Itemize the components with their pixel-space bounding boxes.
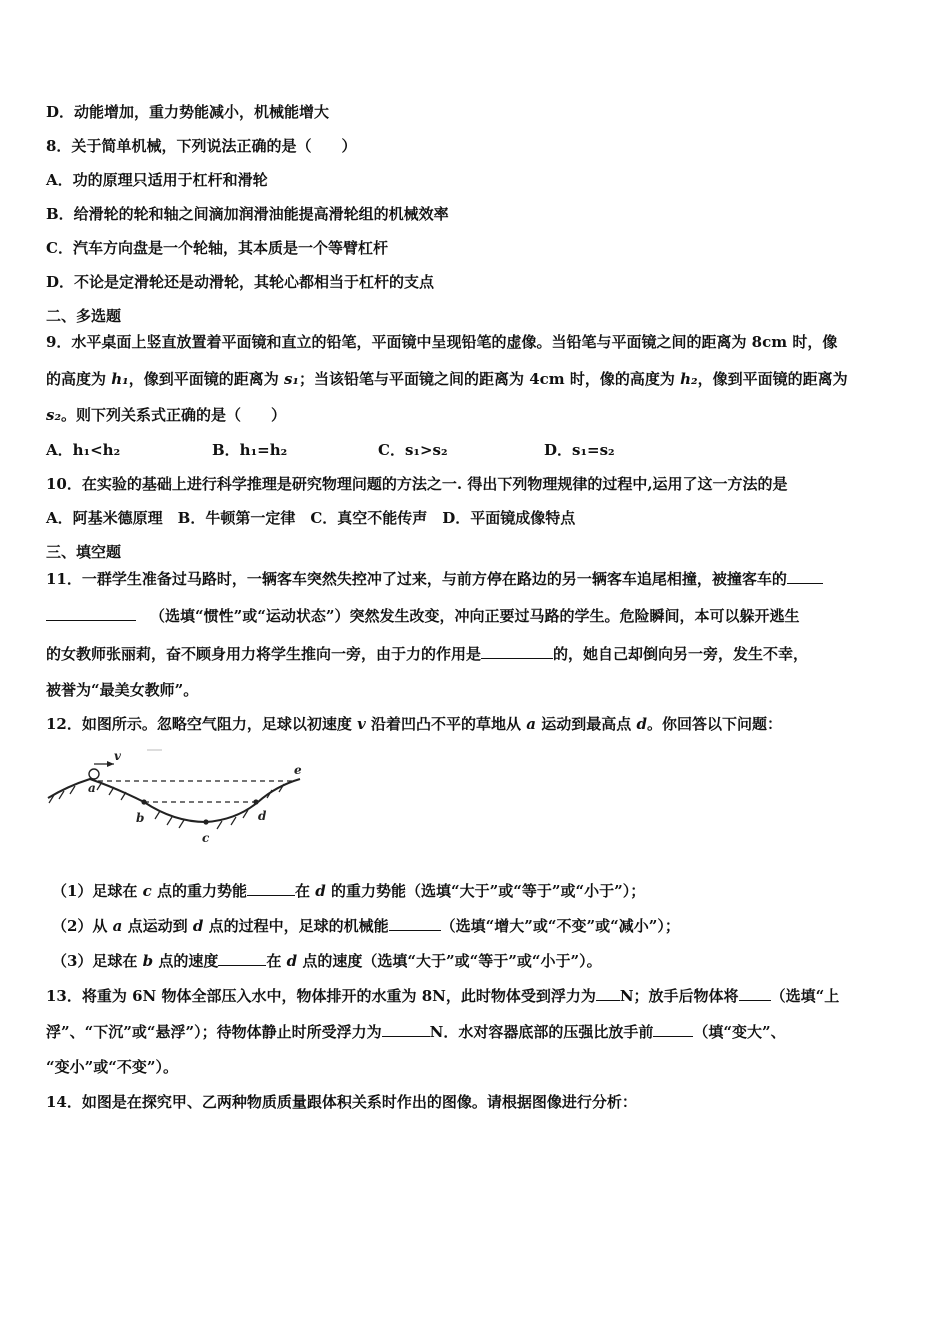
q12-text: 点的速度（选填“大于”或“等于”或“小于”）。 — [297, 952, 602, 970]
soccer-ball — [89, 769, 99, 779]
answer-blank[interactable] — [247, 880, 295, 896]
q13-text: （填“变大”、 — [693, 1023, 786, 1041]
q11-line-1 — [46, 568, 823, 589]
q12-text: （1）足球在 — [52, 882, 143, 900]
q8-option-b: B．给滑轮的轮和轴之间滴加润滑油能提高滑轮组的机械效率 — [46, 205, 449, 223]
q13-line-2 — [46, 1021, 786, 1042]
q9-option-d: D．s₁=s₂ — [544, 441, 615, 459]
q13-line-3: “变小”或“不变”）。 — [46, 1058, 179, 1076]
label-v: v — [114, 749, 121, 763]
section-fill-blank-heading: 三、填空题 — [46, 543, 122, 561]
q9-text: ；当该铅笔与平面镜之间的距离为 4cm 时，像的高度为 — [298, 370, 681, 388]
q9-option-c: C．s₁>s₂ — [378, 441, 448, 459]
q9-option-a: A．h₁<h₂ — [46, 441, 121, 459]
q9-symbol-s1: s₁ — [283, 370, 299, 388]
q12-var: d — [286, 952, 298, 970]
q11-text: 的女教师张丽莉，奋不顾身用力将学生推向一旁，由于力的作用是 — [46, 645, 482, 663]
answer-blank[interactable] — [481, 643, 553, 659]
q13-text: （选填“上 — [770, 987, 840, 1005]
q14-stem: 14．如图是在探究甲、乙两种物质质量跟体积关系时作出的图像。请根据图像进行分析： — [46, 1093, 637, 1111]
label-c: c — [202, 831, 210, 845]
q11-line-4: 被誉为“最美女教师”。 — [46, 681, 199, 699]
q12-text: （3）足球在 — [52, 952, 143, 970]
q10-options: A．阿基米德原理 B．牛顿第一定律 C．真空不能传声 D．平面镜成像特点 — [46, 509, 576, 527]
q12-part-1 — [52, 880, 645, 901]
q9-text: ，像到平面镜的距离为 — [697, 370, 848, 388]
q9-symbol-h2: h₂ — [680, 370, 698, 388]
label-a: a — [88, 781, 96, 795]
q12-part-2 — [52, 915, 680, 936]
answer-blank[interactable] — [787, 568, 823, 584]
q11-text: （选填“惯性”或“运动状态”）突然发生改变，冲向正要过马路的学生。危险瞬间，本可以躲开逃生 — [150, 607, 800, 625]
answer-blank[interactable] — [739, 985, 771, 1001]
q12-text: 在 — [295, 882, 316, 900]
q11-line-3 — [46, 643, 808, 664]
q9-symbol-h1: h₁ — [111, 370, 129, 388]
label-e: e — [294, 763, 302, 777]
q9-line-3 — [46, 405, 286, 425]
q11-line-2 — [46, 605, 800, 626]
q8-option-a: A．功的原理只适用于杠杆和滑轮 — [46, 171, 268, 189]
q12-text: 点运动到 — [122, 917, 193, 935]
q8-option-c: C．汽车方向盘是一个轮轴，其本质是一个等臂杠杆 — [46, 239, 388, 257]
label-b: b — [136, 811, 145, 825]
q12-text: （2）从 — [52, 917, 113, 935]
q12-text: 沿着凹凸不平的草地从 — [365, 715, 527, 733]
ground-hatching — [49, 782, 284, 829]
q7-option-d: D．动能增加，重力势能减小，机械能增大 — [46, 103, 330, 121]
q13-text: 13．将重为 6N 物体全部压入水中，物体排开的水重为 8N，此时物体受到浮力为 — [46, 987, 596, 1005]
q12-text: 的重力势能（选填“大于”或“等于”或“小于”）； — [325, 882, 646, 900]
q9-symbol-s2: s₂ — [46, 406, 62, 424]
q12-stem — [46, 714, 782, 734]
answer-blank[interactable] — [389, 915, 441, 931]
point-c-dot — [203, 819, 208, 824]
point-d-dot — [253, 799, 258, 804]
q9-line-1: 9．水平桌面上竖直放置着平面镜和直立的铅笔，平面镜中呈现铅笔的虚像。当铅笔与平面镜之间的距离为 8cm 时，像 — [46, 333, 838, 351]
q12-text: 点的过程中，足球的机械能 — [203, 917, 389, 935]
section-multiple-choice-heading: 二、多选题 — [46, 307, 122, 325]
q12-var: a — [526, 715, 537, 733]
q9-text: ，像到平面镜的距离为 — [128, 370, 284, 388]
q12-part-3 — [52, 950, 602, 971]
q12-text: 运动到最高点 — [536, 715, 637, 733]
q9-options — [46, 440, 615, 460]
q9-text: 的高度为 — [46, 370, 112, 388]
answer-blank[interactable] — [653, 1021, 693, 1037]
q13-text: N．水对容器底部的压强比放手前 — [429, 1023, 654, 1041]
q12-var: a — [112, 917, 123, 935]
q9-line-2 — [46, 369, 848, 389]
q8-stem: 8．关于简单机械，下列说法正确的是（ ） — [46, 137, 357, 155]
q13-text: 浮”、“下沉”或“悬浮”）；待物体静止时所受浮力为 — [46, 1023, 382, 1041]
q12-text: （选填“增大”或“不变”或“减小”）； — [440, 917, 680, 935]
q12-text: 12．如图所示。忽略空气阻力，足球以初速度 — [46, 715, 358, 733]
q12-text: 。你回答以下问题： — [646, 715, 782, 733]
point-b-dot — [141, 799, 146, 804]
q12-terrain-figure — [44, 742, 306, 850]
q12-text: 在 — [266, 952, 287, 970]
q12-var: d — [636, 715, 647, 733]
q9-text: 。则下列关系式正确的是（ ） — [61, 406, 287, 424]
q13-text: N；放手后物体将 — [619, 987, 739, 1005]
velocity-arrow-head — [107, 761, 114, 767]
answer-blank[interactable] — [382, 1021, 430, 1037]
q12-text: 点的重力势能 — [151, 882, 248, 900]
q12-var: d — [315, 882, 326, 900]
q11-text: 11．一群学生准备过马路时，一辆客车突然失控冲了过来，与前方停在路边的另一辆客车追尾相撞，被撞客车的 — [46, 570, 787, 588]
answer-blank[interactable] — [46, 605, 136, 621]
label-d: d — [258, 809, 267, 823]
answer-blank[interactable] — [218, 950, 266, 966]
q11-text: 的，她自己却倒向另一旁，发生不幸， — [553, 645, 809, 663]
q8-option-d: D．不论是定滑轮还是动滑轮，其轮心都相当于杠杆的支点 — [46, 273, 435, 291]
q12-var: c — [142, 882, 152, 900]
q12-var: b — [142, 952, 154, 970]
q12-text: 点的速度 — [153, 952, 219, 970]
q10-stem: 10．在实验的基础上进行科学推理是研究物理问题的方法之一. 得出下列物理规律的过程中,运用了这一方法的是 — [46, 475, 788, 493]
q9-option-b: B．h₁=h₂ — [212, 441, 288, 459]
answer-blank[interactable] — [596, 985, 620, 1001]
q12-var: v — [357, 715, 366, 733]
q12-var: d — [192, 917, 204, 935]
q13-line-1 — [46, 985, 839, 1006]
